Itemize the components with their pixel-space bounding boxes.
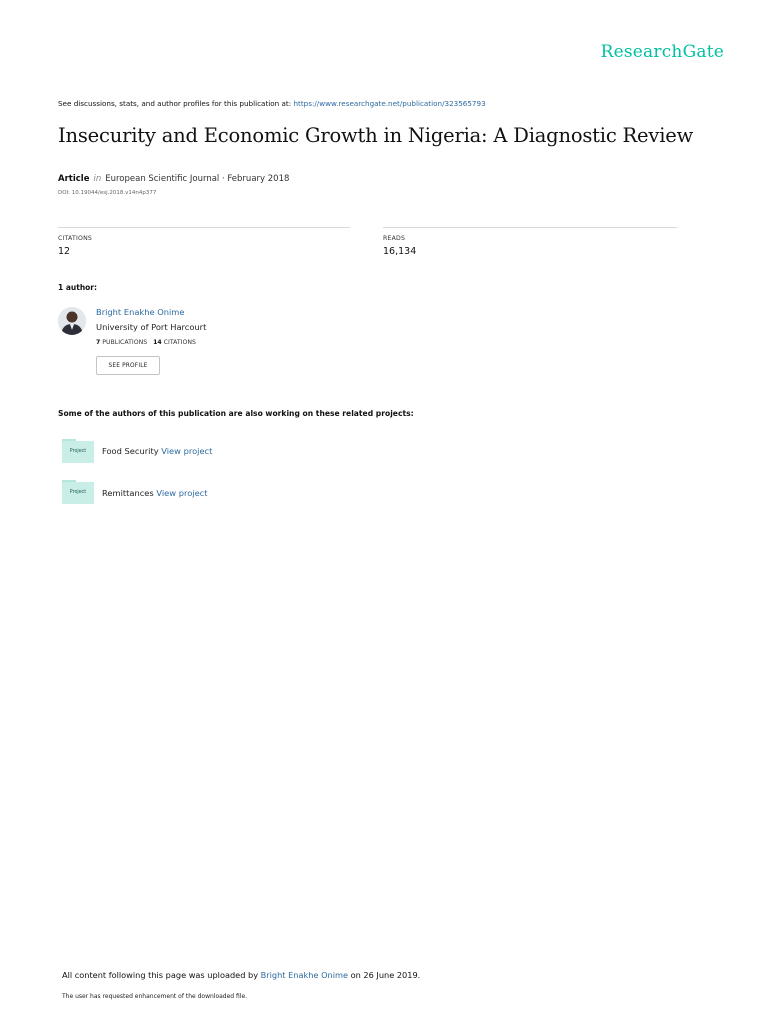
author-citations-count: 14 bbox=[153, 339, 162, 346]
enhancement-note: The user has requested enhancement of the downloaded file. bbox=[62, 993, 248, 1000]
project-badge: Project bbox=[69, 490, 87, 495]
citations-divider bbox=[58, 227, 350, 228]
view-project-link[interactable]: View project bbox=[156, 488, 208, 498]
reads-value: 16,134 bbox=[383, 246, 417, 257]
author-photo-icon bbox=[58, 307, 86, 335]
author-counts bbox=[96, 339, 196, 346]
publication-url-link[interactable]: https://www.researchgate.net/publication/323565793 bbox=[293, 99, 486, 108]
citations-value: 12 bbox=[58, 246, 71, 257]
reads-label: READS bbox=[383, 235, 406, 242]
researchgate-logo[interactable]: ResearchGate bbox=[600, 42, 724, 62]
uploader-link[interactable]: Bright Enakhe Onime bbox=[260, 970, 348, 980]
publication-meta bbox=[58, 174, 289, 184]
upload-notice bbox=[62, 970, 420, 980]
upload-prefix: All content following this page was uploaded by bbox=[62, 970, 261, 980]
publication-title: Insecurity and Economic Growth in Nigeria: A Diagnostic Review bbox=[58, 124, 694, 147]
citations-label: CITATIONS bbox=[58, 235, 93, 242]
project-name: Remittances bbox=[102, 488, 154, 498]
publications-label: PUBLICATIONS bbox=[102, 339, 148, 346]
publication-type: Article bbox=[58, 174, 90, 184]
see-discussions-text: See discussions, stats, and author profiles for this publication at: bbox=[58, 99, 294, 108]
author-citations-label: CITATIONS bbox=[163, 339, 196, 346]
author-institution: University of Port Harcourt bbox=[96, 322, 207, 332]
project-row-remittances bbox=[102, 488, 208, 498]
upload-suffix: on 26 June 2019. bbox=[347, 970, 421, 980]
authors-heading: 1 author: bbox=[58, 283, 98, 292]
see-profile-button[interactable]: SEE PROFILE bbox=[96, 356, 160, 375]
journal-and-date: European Scientific Journal · February 2018 bbox=[105, 174, 290, 184]
publications-count: 7 bbox=[96, 339, 101, 346]
project-row-food-security bbox=[102, 446, 212, 456]
project-icon-food-security[interactable] bbox=[62, 439, 94, 467]
in-word: in bbox=[93, 174, 102, 184]
see-discussions-line bbox=[58, 99, 486, 108]
project-name: Food Security bbox=[102, 446, 159, 456]
doi-text: DOI: 10.19044/esj.2018.v14n4p377 bbox=[58, 190, 157, 196]
author-name-link[interactable]: Bright Enakhe Onime bbox=[96, 307, 185, 317]
project-icon-remittances[interactable] bbox=[62, 480, 94, 508]
project-badge: Project bbox=[69, 449, 87, 454]
reads-divider bbox=[383, 227, 677, 228]
author-avatar[interactable] bbox=[58, 307, 86, 335]
view-project-link[interactable]: View project bbox=[161, 446, 213, 456]
related-projects-heading: Some of the authors of this publication are also working on these related projects: bbox=[58, 409, 414, 418]
